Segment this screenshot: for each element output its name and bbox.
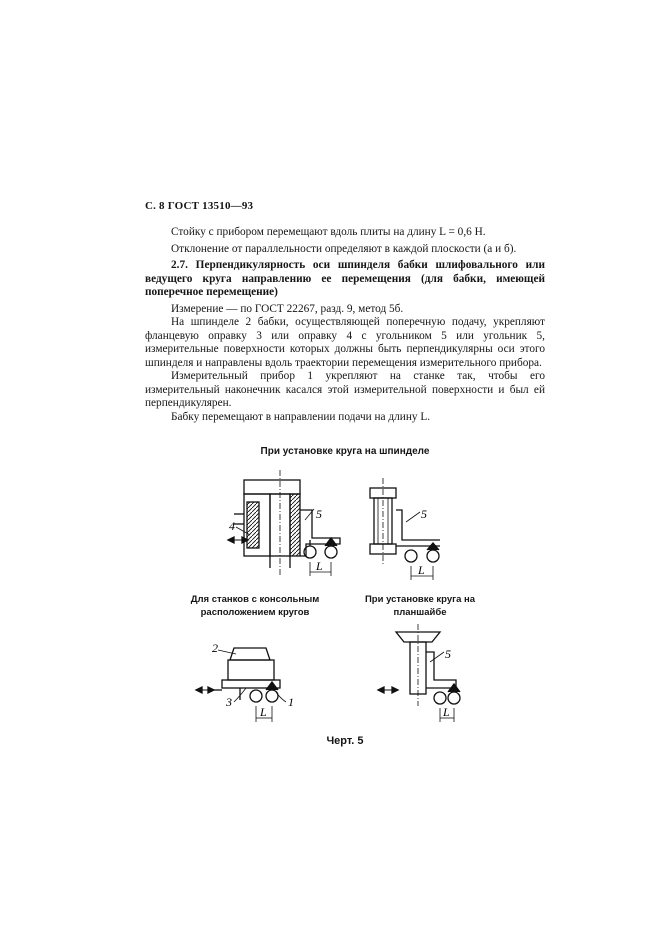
section-heading: 2.7. Перпендикулярность оси шпинделя бабки шлифовального или ведущего круга направлению ее перемещения (для бабки, имеющей поперечное перемещение)	[145, 259, 545, 298]
paragraph-6: Бабку перемещают в направлении подачи на длину L.	[171, 410, 431, 423]
label-2: 2	[212, 641, 218, 655]
figure-caption-right: При установке круга на планшайбе	[364, 594, 476, 618]
label-3: 3	[226, 695, 232, 709]
paragraph-3: Измерение — по ГОСТ 22267, разд. 9, метод 5б.	[171, 302, 404, 315]
label-1: 1	[288, 695, 294, 709]
figure-caption-left: Для станков с консольным расположением кругов	[190, 594, 320, 618]
label-L-bottom-right: L	[443, 705, 450, 719]
label-L-top-right: L	[418, 563, 425, 577]
schematic-bottom-left	[196, 648, 286, 722]
label-L-top-left: L	[316, 559, 323, 573]
page-header: С. 8 ГОСТ 13510—93	[145, 200, 254, 212]
label-4: 4	[229, 519, 235, 533]
paragraph-1: Стойку с прибором перемещают вдоль плиты на длину L = 0,6 H.	[171, 226, 486, 238]
paragraph-2: Отклонение от параллельности определяют в каждой плоскости (а и б).	[171, 242, 517, 255]
paragraph-5: Измерительный прибор 1 укрепляют на станке так, чтобы его измерительный наконечник касался этой измерительной поверхности и был ей перпендикулярен.	[145, 370, 545, 409]
figure-number: Черт. 5	[326, 735, 364, 747]
figure-caption-top: При установке круга на шпинделе	[260, 446, 430, 457]
schematic-top-left	[228, 470, 340, 576]
label-L-bottom-left: L	[260, 705, 267, 719]
paragraph-4: На шпинделе 2 бабки, осуществляющей поперечную подачу, укрепляют фланцевую оправку 3 или оправку 4 с угольником 5 или угольник 5, измерительные поверхности которых должны быть перпендикулярны оси этого шпинделя и направлены вдоль траектории перемещения измерительного прибора.	[145, 316, 545, 369]
schematic-top-right	[370, 478, 440, 580]
label-5-top-left: 5	[316, 507, 322, 521]
label-5-bottom-right: 5	[445, 647, 451, 661]
label-5-top-right: 5	[421, 507, 427, 521]
